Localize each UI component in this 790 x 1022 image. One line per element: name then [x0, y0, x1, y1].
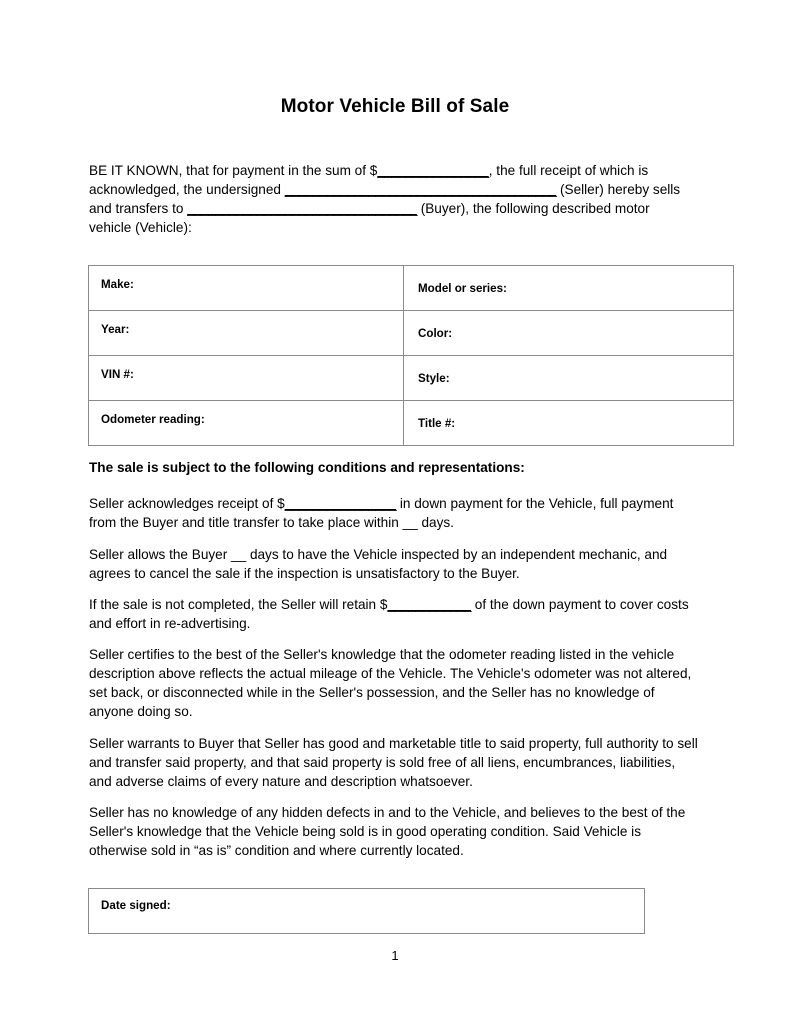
cell-label-odometer: Odometer reading:	[101, 413, 205, 426]
date-signed-box[interactable]	[88, 888, 645, 934]
table-cell-vin[interactable]	[89, 356, 404, 401]
condition-paragraph-retainer	[89, 595, 699, 633]
table-cell-style[interactable]	[404, 356, 734, 401]
retainer-blank-line[interactable]: ____________	[387, 597, 471, 612]
condition-paragraph-down-payment	[89, 494, 699, 532]
retainer-text-part2: of the down payment to cover costs and effort in re-advertising.	[89, 597, 689, 631]
cell-label-year: Year:	[101, 323, 130, 336]
condition-paragraph-as-is: Seller has no knowledge of any hidden defects in and to the Vehicle, and believes to the best of the Seller's knowledge that the Vehicle being sold is in good operating condition. Said Vehicle is otherwise sold in “as is” condition and where currently located.	[89, 805, 686, 858]
table-cell-model[interactable]	[404, 266, 734, 311]
table-row	[89, 311, 734, 356]
down-payment-blank-line[interactable]: ________________	[284, 496, 397, 511]
table-row	[89, 266, 734, 311]
condition-paragraph-title-warranty: Seller warrants to Buyer that Seller has good and marketable title to said property, full authority to sell and transfer said property, and that said property is sold free of all liens, encumbrances, liabilities, and adverse claims of every nature and description whatsoever.	[89, 736, 698, 789]
amount-blank-line[interactable]: ________________	[377, 163, 489, 178]
cell-label-title-number: Title #:	[418, 417, 456, 430]
page-number: 1	[391, 948, 399, 963]
intro-text-part2: , the full receipt of which is acknowledged, the undersigned	[89, 163, 649, 197]
cell-label-style: Style:	[418, 372, 450, 385]
intro-text-part3: (Seller) hereby sells and transfers to	[89, 182, 681, 216]
page-title: Motor Vehicle Bill of Sale	[280, 96, 510, 117]
table-cell-make[interactable]	[89, 266, 404, 311]
condition-paragraph-odometer-certification: Seller certifies to the best of the Seller's knowledge that the odometer reading listed in the vehicle description above reflects the actual mileage of the Vehicle. The Vehicle's odometer was not altered, set back, or disconnected while in the Seller's possession, and the Seller has no knowledge of anyone doing so.	[89, 647, 692, 719]
down-payment-text-part1: Seller acknowledges receipt of $	[89, 496, 285, 511]
table-cell-odometer[interactable]	[89, 401, 404, 446]
intro-paragraph	[89, 161, 689, 237]
cell-label-vin: VIN #:	[101, 368, 134, 381]
table-cell-year[interactable]	[89, 311, 404, 356]
table-cell-color[interactable]	[404, 311, 734, 356]
seller-blank-line[interactable]: _______________________________________	[284, 182, 557, 197]
cell-label-model: Model or series:	[418, 282, 507, 295]
date-signed-label: Date signed:	[101, 899, 171, 912]
intro-text-part1: BE IT KNOWN, that for payment in the sum of $	[89, 163, 378, 178]
vehicle-description-table	[88, 265, 734, 446]
table-row	[89, 356, 734, 401]
buyer-blank-line[interactable]: _________________________________	[187, 201, 417, 216]
intro-text-part4: (Buyer), the following described motor vehicle (Vehicle):	[89, 201, 650, 235]
cell-label-color: Color:	[418, 327, 453, 340]
down-payment-text-part2: in down payment for the Vehicle, full payment from the Buyer and title transfer to take place within __ days.	[89, 496, 674, 530]
table-cell-title-number[interactable]	[404, 401, 734, 446]
condition-paragraph-inspection: Seller allows the Buyer __ days to have the Vehicle inspected by an independent mechanic, and agrees to cancel the sale if the inspection is unsatisfactory to the Buyer.	[89, 547, 668, 581]
conditions-heading: The sale is subject to the following conditions and representations:	[89, 460, 525, 475]
cell-label-make: Make:	[101, 278, 134, 291]
table-row	[89, 401, 734, 446]
retainer-text-part1: If the sale is not completed, the Seller will retain $	[89, 597, 388, 612]
